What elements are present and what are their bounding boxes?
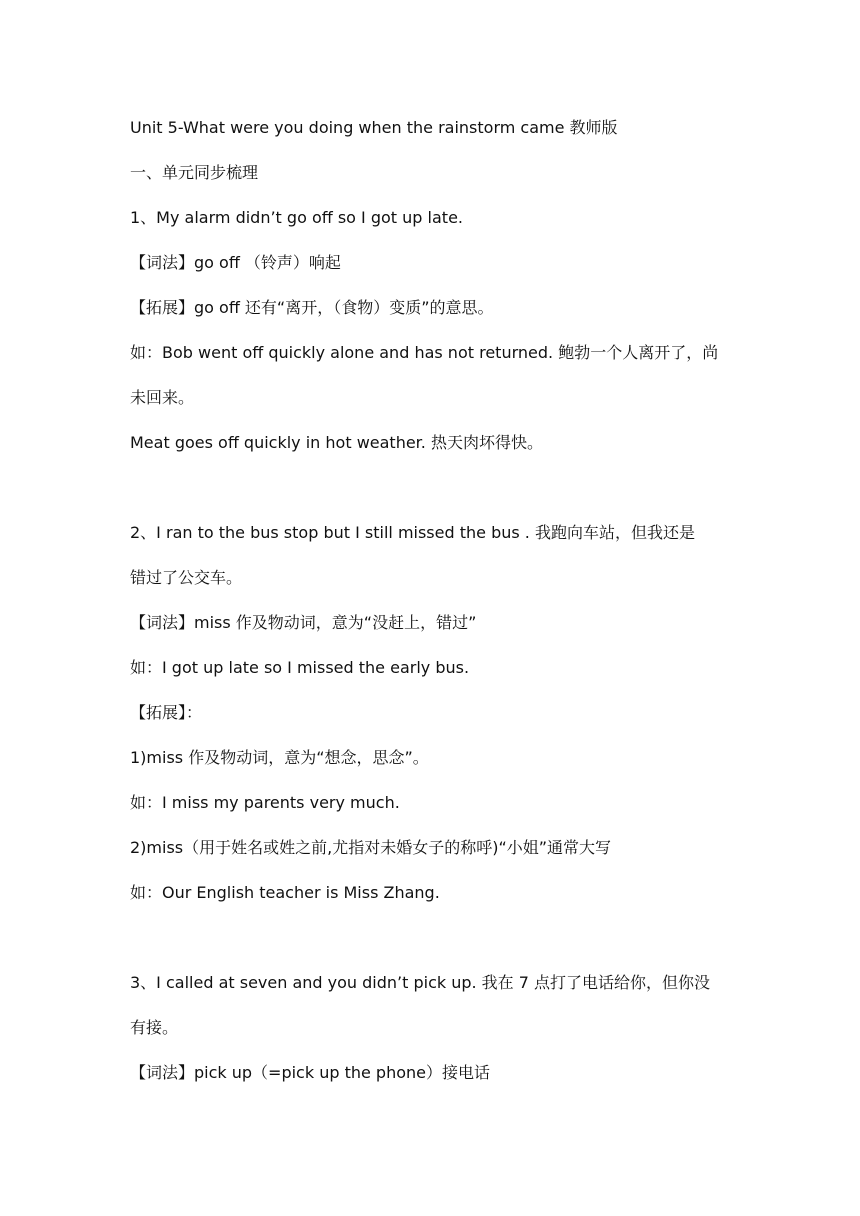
- item-2-example-line: 如：I miss my parents very much.: [130, 793, 400, 812]
- item-2-sentence: 2、I ran to the bus stop but I still missed the bus . 我跑向车站，但我还是: [130, 523, 695, 542]
- item-3-vocab-note: 【词法】pick up（=pick up the phone）接电话: [130, 1063, 491, 1082]
- item-1-example-line: Meat goes off quickly in hot weather. 热天肉坏得快。: [130, 433, 543, 452]
- item-2-sentence: 错过了公交车。: [130, 568, 243, 587]
- item-2-example-line: 如：I got up late so I missed the early bus.: [130, 658, 470, 677]
- item-1-sentence: 1、My alarm didn’t go off so I got up late.: [130, 208, 463, 227]
- item-3-sentence: 3、I called at seven and you didn’t pick up. 我在 7 点打了电话给你，但你没: [130, 973, 711, 992]
- item-2-vocab-note: 【词法】miss 作及物动词，意为“没赶上，错过”: [130, 613, 477, 632]
- section-heading: 一、单元同步梳理: [130, 163, 259, 182]
- item-1-example-line: 如：Bob went off quickly alone and has not returned. 鲍勃一个人离开了，尚: [130, 343, 719, 362]
- item-1-extension-note: 【拓展】go off 还有“离开，（食物）变质”的意思。: [130, 298, 494, 317]
- item-2-extension-point: 2)miss（用于姓名或姓之前,尤指对未婚女子的称呼)“小姐”通常大写: [130, 838, 612, 857]
- item-2-extension-heading: 【拓展】：: [130, 703, 203, 722]
- item-3-sentence: 有接。: [130, 1018, 179, 1037]
- item-2-extension-point: 1)miss 作及物动词，意为“想念，思念”。: [130, 748, 429, 767]
- document-title: Unit 5-What were you doing when the rainstorm came 教师版: [130, 118, 618, 137]
- item-1-vocab-note: 【词法】go off （铃声）响起: [130, 253, 341, 272]
- item-1-example-line: 未回来。: [130, 388, 195, 407]
- item-2-example-line: 如：Our English teacher is Miss Zhang.: [130, 883, 440, 902]
